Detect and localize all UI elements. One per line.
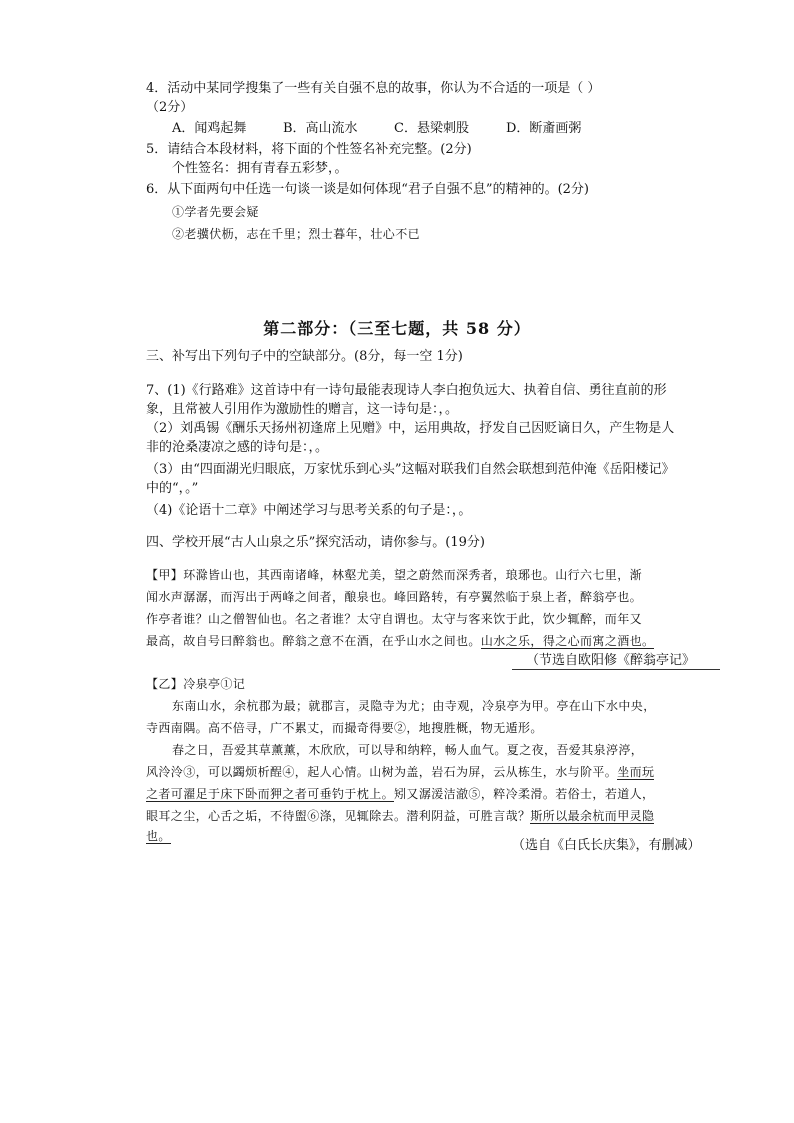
- q7-part2-line1: （2）刘禹锡《酬乐天扬州初逢席上见赠》中，运用典故，抒发自己因贬谪日久，产生物是人: [146, 421, 675, 436]
- passage-yi-line6-text: 眼耳之尘，心舌之垢，不待盥⑥涤，见辄除去。潜利阴益，可胜言哉？: [146, 809, 531, 823]
- q4-option-a: A．闻鸡起舞: [172, 121, 247, 136]
- passage-jia-line4-text: 最高，故自号曰醉翁也。醉翁之意不在酒，在乎山水之间也。: [146, 634, 481, 648]
- passage-yi-line4-text: 风泠泠③，可以蠲烦析酲④，起人心情。山树为盖，岩石为屏，云从栋生，水与阶平。: [146, 765, 618, 779]
- section3-heading: 三、补写出下列句子中的空缺部分。(8分，每一空 1分): [146, 349, 463, 364]
- passage-yi-line3: 春之日，吾爱其草薰薰，木欣欣，可以导和纳粹，畅人血气。夏之夜，吾爱其泉渟渟，: [172, 743, 644, 757]
- q4-score: （2分）: [146, 100, 194, 115]
- passage-yi-line5-text: 矧又潺湲洁澈⑤，粹冷柔滑。若俗士，若道人，: [394, 787, 655, 801]
- q4-option-c: C．悬梁刺股: [394, 121, 469, 136]
- q7-part4: （4)《论语十二章》中阐述学习与思考关系的句子是：，。: [146, 503, 472, 518]
- passage-yi-source: （选自《白氏长庆集》，有删减）: [512, 838, 701, 853]
- passage-yi-line2: 寺西南隅。高不倍寻，广不累丈，而撮奇得要②，地搜胜概，物无遁形。: [146, 721, 543, 735]
- passage-yi-underlined-tail: 也。: [146, 829, 171, 843]
- q4-option-b: B．高山流水: [283, 121, 358, 136]
- q4-options: [172, 120, 581, 138]
- passage-yi-title: 【乙】冷泉亭①记: [146, 677, 246, 691]
- q6-option-1: ①学者先要会疑: [172, 205, 259, 219]
- q5-text: 5．请结合本段材料，将下面的个性签名补充完整。(2分): [146, 142, 472, 157]
- passage-jia-underlined-sentence: 山水之乐，得之心而寓之酒也。: [480, 634, 655, 648]
- section4-heading: 四、学校开展“古人山泉之乐”探究活动，请你参与。(19分): [146, 535, 485, 550]
- passage-yi-line4: [146, 763, 654, 781]
- passage-yi-underlined-start: 坐而玩: [617, 765, 655, 779]
- passage-jia-line1: 【甲】环滁皆山也，其西南诸峰，林壑尤美，望之蔚然而深秀者，琅琊也。山行六七里，渐: [146, 568, 643, 582]
- passage-yi-line1: 东南山水，余杭郡为最；就郡言，灵隐寺为尤；由寺观，冷泉亭为甲。亭在山下水中央，: [172, 699, 656, 713]
- source-divider: [512, 669, 720, 670]
- q4-text: 4．活动中某同学搜集了一些有关自强不息的故事，你认为不合适的一项是（ ）: [146, 81, 601, 96]
- passage-jia-line4: [146, 632, 654, 650]
- passage-yi-line7: [146, 827, 171, 845]
- q6-option-2: ②老骥伏枥，志在千里；烈士暮年，壮心不已: [172, 227, 421, 241]
- q7-part2-line2: 非的沧桑凄凉之感的诗句是：，。: [146, 440, 329, 455]
- q4-option-d: D．断齑画粥: [506, 121, 582, 136]
- q5-signature: 个性签名：拥有青春五彩梦，。: [172, 161, 348, 176]
- passage-jia-source: （节选自欧阳修《醉翁亭记》: [526, 653, 696, 668]
- part2-title: 第二部分：（三至七题，共 58 分）: [263, 319, 531, 338]
- passage-yi-line6: [146, 807, 654, 825]
- passage-yi-underlined-end: 斯所以最余杭而甲灵隐: [530, 809, 655, 823]
- passage-jia-line3: 作亭者谁？山之僧智仙也。名之者谁？太守自谓也。太守与客来饮于此，饮少辄醉，而年又: [146, 612, 643, 626]
- q7-part3-line1: （3）由“四面湖光归眼底，万家忧乐到心头”这幅对联我们自然会联想到范仲淹《岳阳楼记》: [146, 462, 675, 477]
- passage-jia-line2: 闻水声潺潺，而泻出于两峰之间者，酿泉也。峰回路转，有亭翼然临于泉上者，醉翁亭也。: [146, 590, 643, 604]
- q7-part3-line2: 中的“，。”: [146, 481, 199, 496]
- passage-yi-underlined-sentence: 之者可濯足于床下卧而狎之者可垂钓于枕上。: [146, 787, 395, 801]
- q7-part1-line1: 7、(1)《行路难》这首诗中有一诗句最能表现诗人李白抱负远大、执着自信、勇往直前的形: [146, 383, 667, 398]
- q6-text: 6．从下面两句中任选一句谈一谈是如何体现“君子自强不息”的精神的。(2分): [146, 182, 589, 197]
- q7-part1-line2: 象，且常被人引用作为激励性的赠言，这一诗句是：，。: [146, 402, 459, 417]
- passage-yi-line5: [146, 785, 654, 803]
